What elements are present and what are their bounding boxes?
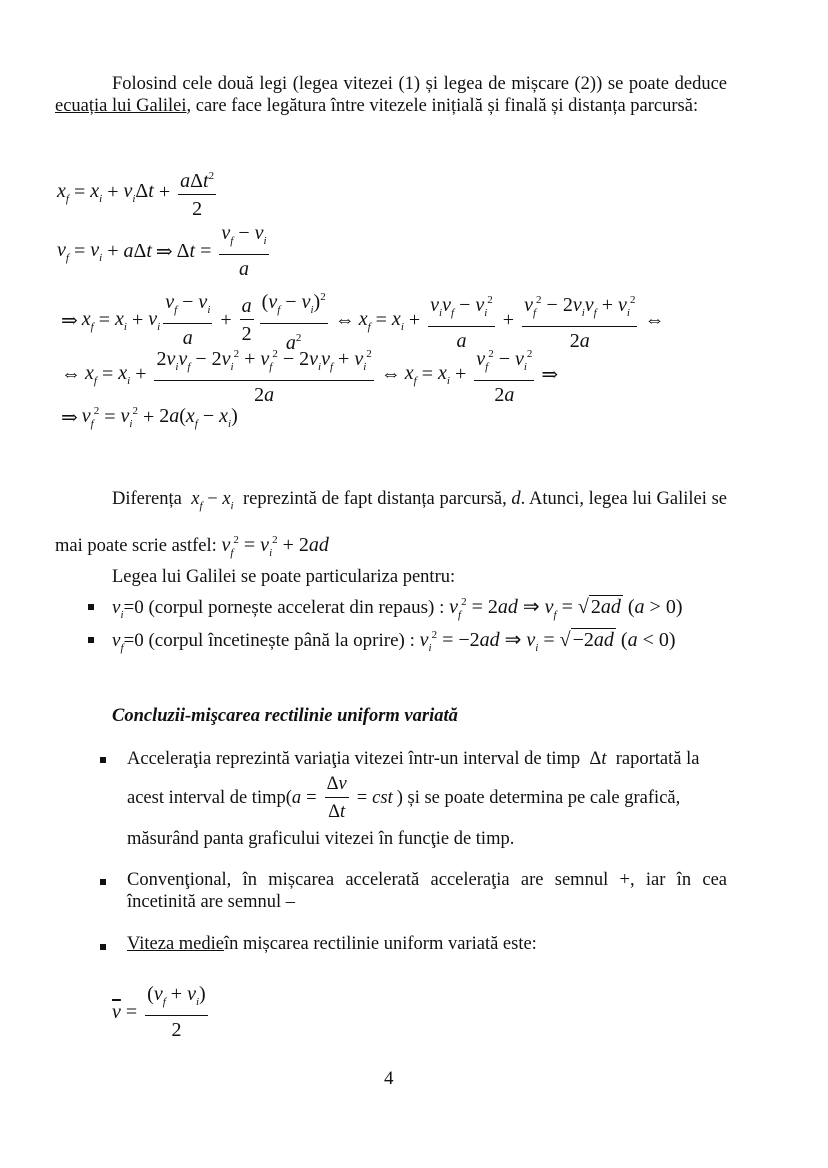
conclusion-text: acest interval de timp(: [127, 788, 292, 808]
difference-text-3: . Atunci, legea lui Galilei se mai poate scrie astfel:: [55, 489, 727, 556]
bullet-icon: [100, 944, 106, 950]
conclusion-text: Acceleraţia reprezintă variaţia vitezei într-un interval de timp: [127, 749, 581, 769]
conclusion-item-acceleration: Acceleraţia reprezintă variaţia vitezei într-un interval de timp Δt raportată la acest interval de timp( a = $\frac{\Delta v}{\Delta t}$ = cst ) și se poate determina pe cale grafică, măsurând panta graficului vitezei în funcţie de timp.: [127, 747, 727, 851]
particular-intro: Legea lui Galilei se poate particulariza pentru:: [112, 567, 456, 587]
particular-item-start-from-rest: $v_i=0$ (corpul pornește accelerat din repaus) : $v_f^2 = 2ad$ ⇒ $v_f$ = √ 2ad (a > 0): [112, 596, 683, 621]
difference-paragraph: Diferența $x_f - x_i$ reprezintă de fapt distanța parcursă, d. Atunci, legea lui Galilei se mai poate scrie astfel: $v_f^2 = v_i^2 + 2ad$: [55, 489, 727, 559]
distance-symbol: d: [511, 489, 521, 509]
bullet-icon: [88, 604, 94, 610]
mean-speed-formula: $\overline{v}$ = $\frac{(v_f + v_i)}{2}$: [112, 983, 206, 1041]
bullet-icon: [100, 879, 106, 885]
difference-text: Diferența: [112, 489, 182, 509]
particular-condition: =0 (corpul încetinește până la oprire) :: [123, 630, 415, 651]
bullet-icon: [100, 757, 106, 763]
equation-galilei-result: ⇒ $v_f^2$ = $v_i^2$ + $2a(x_f - x_i)$: [61, 405, 238, 430]
intro-paragraph: [55, 73, 727, 117]
particular-item-stop: $v_f=0$ (corpul încetinește până la oprire) : $v_i^2 = -2ad$ ⇒ $v_i$ = √ −2ad (a < 0): [112, 629, 676, 654]
conclusion-text: ) și se poate determina pe cale grafică,: [396, 788, 681, 808]
conclusions-heading: Concluzii-mişcarea rectilinie uniform variată: [112, 706, 458, 726]
page-number: 4: [384, 1068, 394, 1089]
intro-text-end: , care face legătura între vitezele inițială și finală și distanța parcursă:: [186, 96, 699, 116]
conclusion-text: în mișcarea rectilinie uniform variată este:: [224, 934, 537, 954]
galilei-equation-link: ecuația lui Galilei: [55, 96, 187, 116]
mean-speed-link: Viteza medie: [127, 934, 224, 954]
conclusion-item-sign: Convenţional, în mișcarea accelerată acceleraţia are semnul +, iar în cea încetinită are semnul –: [127, 870, 727, 912]
bullet-icon: [88, 637, 94, 643]
equation-derivation-step-2: ⇔ $x_f$ = $x_i$ + $\frac{2v_iv_f - 2v_i^2 + v_f^2 - 2v_iv_f + v_i^2}{2a}$ ⇔ $x_f$ = $x_i$ + $\frac{v_f^2 - v_i^2}{2a}$ ⇒: [57, 343, 562, 406]
difference-text-2: reprezintă de fapt distanța parcursă,: [242, 489, 507, 509]
conclusion-text: măsurând panta graficului vitezei în funcţie de timp.: [127, 829, 515, 849]
galilei-formula-d: $v_f^2 = v_i^2 + 2ad$: [221, 534, 329, 559]
equation-velocity-law: $v_f$ = $v_i$ + aΔt ⇒ Δt = $\frac{v_f - v_i}{a}$: [57, 222, 267, 280]
intro-text: Folosind cele două legi (legea vitezei (1) și legea de mișcare (2)) se poate deduce: [112, 74, 727, 94]
equation-derivation-step-1: ⇒ $x_f$ = $x_i$ + $v_i$ $\frac{v_f - v_i}{a}$ + $\frac{a}{2}$ $\frac{(v_f - v_i)^2}{a^2}$ ⇔ $x_f$ = $x_i$ + $\frac{v_iv_f - v_i^2}{a}$ + $\frac{v_f^2 - 2v_iv_f + v_i^2}{2a}$ ⇔: [57, 286, 668, 354]
equation-position-law: $x_f$ = $x_i$ + $v_i\Delta t$ + $\frac{a\Delta t^2}{2}$: [57, 165, 219, 220]
particular-condition: =0 (corpul pornește accelerat din repaus) :: [123, 597, 445, 618]
conclusion-item-mean-speed: [127, 934, 537, 955]
conclusion-text: raportată la: [615, 749, 700, 769]
